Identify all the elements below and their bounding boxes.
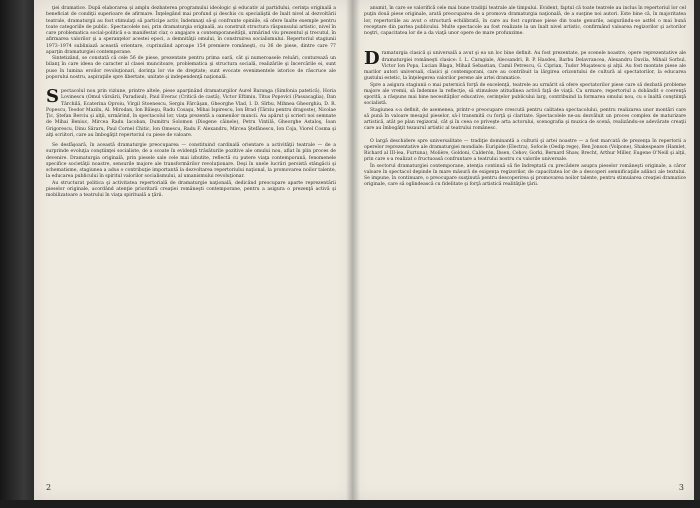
left-page-number: 2 — [46, 483, 52, 492]
left-paragraph-4 — [46, 143, 336, 181]
left-paragraph-4-letter: S — [52, 143, 56, 148]
left-paragraph-3 — [46, 86, 336, 139]
right-paragraph-2-text: ramaturgia clasică şi universală a avut şi ea un loc bine definit. Au fost prezentate, pe scenele noastre, opere reprezentative ale dramaturgiei româneşti clasice: I. L. Caragiale, Alecsandri, B. P. Hasdeu, Barbu Delavrancea, Alexandru Davila, Mihail Sorbul, Victor Ion Popa, Lucian Blaga, Mihail Sebastian, Camil Petrescu, G. Ciprian, Tudor Muşatescu şi alţii. Au fost montate piese ale marilor autori universali, clasici şi contemporani, care au contribuit la lărgirea orizontului de cultură al spectatorilor, la educarea gustului estetic, la înţelegerea valorilor perene ale artei dramatice. — [364, 51, 686, 82]
right-paragraph-4: Stagiunea s-a definit, de asemenea, printr-o preocupare crescută pentru calitatea spectacolului, pentru realizarea unor montări care să pună în valoare mesajul pieselor, să-l transmită cu forţă şi claritate. Spectacolele ne-au dezvăluit un proces complex de maturizare artistică, atât pe plan regizoral, cât şi în ceea ce priveşte arta actorului, scenografia şi muzica de scenă, realizându-se adevărate creaţii care au îmbogăţit tezaurul artistic al teatrului românesc. — [364, 107, 686, 132]
left-paragraph-1: ţiei dramatice. După elaborarea şi amplu dezbaterea programului ideologic şi educativ al partidului, cerinţa originală a beneficiat de condiţii superioare de afirmare. Înţelegând mai profund şi deschis cu specialiştii de înalt nivel al dezvoltării teatrale, dramaturgii au fost stimulaţi să participe activ, îndemnaţi să-şi confrunte opiniile, să ofere înalte exemple pentru toate categoriile de public. Spectacolele noi, prin dramaturgia originală, au construit structura răspunsului artistic, nivel în care problematica social-politică s-a manifestat clar, o angajare a contemporaneităţii, urmărind viu prezentul şi trecutul, în afirmarea valorilor şi a speranţelor acestei epoci, a demnităţii omului, în construirea socialismului. Repertoriul stagiunii 1973–1974 subliniază această orientare, cuprinzând aproape 154 premiere româneşti, cu 36 de piese, dintre care 77 aparţin dramaturgiei contemporane. — [46, 6, 336, 55]
left-paragraph-4-text: e desfăşoară, în această dramaturgie preocuparea — constituind cardinală orientare a activităţii teatrale — de a surprinde evoluţia conştiinţei socialiste, de a scoate în evidenţă trăsăturile pozitive ale omului nou, aflat în plin proces de devenire. Dramaturgia originală, prin piesele sale cele mai izbutite, reflectă cu putere viaţa contemporană, fenomenele specifice societăţii noastre, sensurile majore ale transformărilor revoluţionare. Deşi în unele lucrări persistă stângăcii şi schematisme, stagiunea a adus o contribuţie importantă la dezvoltarea repertoriului naţional, la promovarea noilor talente, la educarea publicului în spiritul valorilor socialismului, al umanismului revoluţionar. — [46, 143, 336, 180]
right-paragraph-5: O largă deschidere spre universalitate — tradiţie dominantă a culturii şi artei noastre — a fost marcată de prezenţa în repertorii a operelor reprezentative ale dramaturgiei mondiale: Euripide (Electra), Sofocle (Oedip rege), Ben Jonson (Volpone), Shakespeare (Hamlet, Richard al III-lea, Furtuna), Molière, Goldoni, Calderón, Ibsen, Cehov, Gorki, Bernard Shaw, Brecht, Arthur Miller, Eugene O'Neill şi alţii, prin care s-a realizat o fructuoasă confruntare a teatrului nostru cu valorile universale. — [364, 138, 686, 163]
right-paragraph-3: Spre a asigura stagiunii o mai puternică forţă de excelenţă, teatrele au urmărit să ofere spectatorilor piese care să dezbată probleme majore ale vremii, să îndemne la reflecţie, să stimuleze atitudinea activă faţă de viaţă. Ca urmare, repertoriul a dobândit o coerenţă sporită, a răspuns mai bine necesităţilor educative, cerinţelor publicului larg, contribuind la formarea omului nou, cu o înaltă conştiinţă socialistă. — [364, 82, 686, 107]
left-paragraph-2: Sintetizând, se constată că cele 56 de piese, prezentate pentru prima oară, cât şi numeroasele reluări, conturează un bilanţ în care ideea de caracter al clasei muncitoare, problematica şi structura socială, realizările şi încercările ei, sunt puse în lumina eroilor revoluţionari, dorinţa lor vie de dreptate; sunt evocate evenimentele istorice de răscruce ale poporului nostru, aspiraţiile spre libertate, unitate şi independenţă naţională. — [46, 56, 336, 80]
right-paragraph-2 — [364, 48, 686, 82]
right-page-number: 3 — [678, 483, 684, 492]
book-binding-edge — [0, 0, 34, 508]
right-paragraph-6: În sectorul dramaturgiei contemporane, atenţia continuă să fie îndreptată cu precădere asupra pieselor româneşti originale, a căror valoare în spectacol depinde în mare măsură de exigenţa regizorilor, de capacitatea lor de a descoperi semnificaţiile adânci ale textului. Se impune, în continuare, o preocupare susţinută pentru descoperirea şi promovarea noilor talente, pentru stimularea creaţiei dramatice originale, care să oglindească cu fidelitate şi forţă artistică realităţile ţării. — [364, 163, 686, 188]
right-page-text — [364, 6, 686, 189]
left-page-text — [46, 6, 336, 199]
right-page — [352, 0, 694, 500]
left-paragraph-3-text: pectacolul nou prin viziune, printre altele, piese aparţinând dramaturgilor Aurel Baranga (Simfonia patetică), Horia Lovinescu (Omul vărsării, Paradisul), Paul Everac (Critică de castă), Victor Eftimiu, Titus Popovici (Passacaglia), Dan Tărchilă, Ecaterina Oproiu, Virgil Stoenescu, Sergiu Fărcăşan, Gheorghe Vlad, I. D. Sîrbu, Mihnea Gheorghiu, D. R. Popescu, Teodor Mazilu, Al. Mirodan, Ion Băieşu, Radu Cosaşu, Mihai Ispirescu, Ion Brad (Tărziu pentru dragoste), Nicolae Ţic, Ştefan Berciu şi alţii, urmărind, în spectacolul lor, viaţa prezentă a oamenilor muncii. Au apărut şi scrieri noi semnate de Mihai Beniuc, Mircea Radu Iacoban, Dumitru Solomon (Diogene câinele), Petru Vintilă, Gheorghe Astaloş, Ioan Grigorescu, Dinu Săraru, Paul Cornel Chitic, Ion Omescu, Radu F. Alexandru, Mircea Ştefănescu, Ion Coja, Viorel Cosma şi alţi scriitori, care au îmbogăţit repertoriul cu piese de valoare. — [46, 89, 336, 138]
book-gutter — [346, 0, 360, 500]
book-bottom-edge — [0, 500, 700, 508]
left-paragraph-5: Au structurat politica şi activitatea repertorială de dramaturgie naţională, dedicând preocupare aparte reprezentării pieselor originale, acordând atenţie prioritară creaţiei româneşti contemporane, pentru a asigura o prezenţă activă şi mobilizatoare a teatrului în viaţa spirituală a ţării. — [46, 180, 336, 198]
left-page — [34, 0, 352, 500]
dropcap-letter-d: D — [364, 48, 380, 70]
right-paragraph-1: anumit, în care se valorifică cele mai bune tradiţii teatrale ale timpului. Evident, faptul că toate teatrele au inclus în repertoriul lor cel puţin două piese originale, arată preocuparea de a promova dramaturgia naţională, de a susţine noi autori. Este bine că, în majoritatea lor, repertoriile au avut o structură echilibrată, în care au fost cuprinse piese din toate genurile, asigurându-se astfel o mai bună receptare din partea publicului. Multe spectacole au fost realizate la un înalt nivel artistic, confirmând valoarea regizorilor şi actorilor noştri, capacitatea lor de a da viaţă unor opere de mare profunzime. — [364, 6, 686, 36]
dropcap-letter: S — [46, 86, 59, 107]
